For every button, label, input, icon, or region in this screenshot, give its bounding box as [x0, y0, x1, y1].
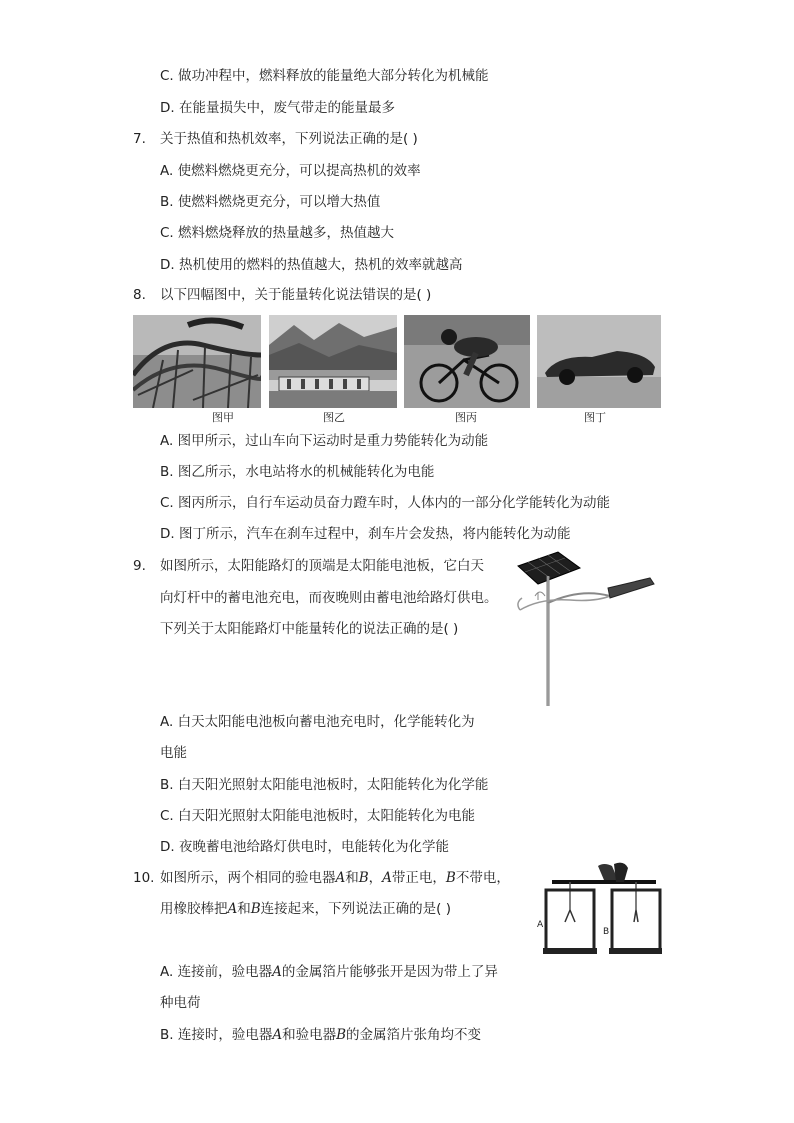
- q9-option-a-line2: 电能: [160, 745, 187, 761]
- q10-option-b: B. 连接时，验电器A和验电器B的金属箔片张角均不变: [160, 1027, 482, 1043]
- caption-yi: 图乙: [323, 411, 345, 424]
- q9-option-d: D. 夜晚蓄电池给路灯供电时，电能转化为化学能: [160, 839, 449, 855]
- q7-number: 7.: [133, 131, 146, 147]
- q6-option-c: C. 做功冲程中，燃料释放的能量绝大部分转化为机械能: [160, 68, 489, 84]
- q8-option-b: B. 图乙所示，水电站将水的机械能转化为电能: [160, 464, 435, 480]
- q6-option-d: D. 在能量损失中，废气带走的能量最多: [160, 100, 395, 116]
- caption-bing: 图丙: [455, 411, 477, 424]
- q8-option-a: A. 图甲所示，过山车向下运动时是重力势能转化为动能: [160, 433, 489, 449]
- caption-ding: 图丁: [584, 411, 606, 424]
- electroscope-label-a: A: [537, 920, 544, 930]
- q10-option-a-line2: 种电荷: [160, 995, 201, 1011]
- q9-stem-line1: 如图所示，太阳能路灯的顶端是太阳能电池板，它白天: [160, 558, 484, 574]
- solar-street-light-figure: [510, 548, 660, 712]
- q9-option-b: B. 白天阳光照射太阳能电池板时，太阳能转化为化学能: [160, 777, 489, 793]
- cyclist-photo: [404, 315, 530, 408]
- q8-number: 8.: [133, 287, 146, 303]
- electroscope-label-b: B: [603, 927, 610, 937]
- q7-option-b: B. 使燃料燃烧更充分，可以增大热值: [160, 194, 381, 210]
- q9-option-a-line1: A. 白天太阳能电池板向蓄电池充电时，化学能转化为: [160, 714, 475, 730]
- q10-stem-line1: 如图所示，两个相同的验电器A和B，A带正电，B不带电，: [160, 870, 510, 886]
- q10-option-a-line1: A. 连接前，验电器A的金属箔片能够张开是因为带上了异: [160, 964, 498, 980]
- caption-jia: 图甲: [212, 411, 234, 424]
- q9-stem-line3: 下列关于太阳能路灯中能量转化的说法正确的是( ): [160, 621, 459, 637]
- q7-stem: 关于热值和热机效率，下列说法正确的是( ): [160, 131, 418, 147]
- q10-stem-line2: 用橡胶棒把A和B连接起来，下列说法正确的是( ): [160, 901, 451, 917]
- q9-stem-line2: 向灯杆中的蓄电池充电，而夜晚则由蓄电池给路灯供电。: [160, 590, 498, 606]
- roller-coaster-photo: [133, 315, 261, 408]
- q7-option-d: D. 热机使用的燃料的热值越大，热机的效率就越高: [160, 257, 463, 273]
- q9-number: 9.: [133, 558, 146, 574]
- race-car-photo: [537, 315, 661, 408]
- q9-option-c: C. 白天阳光照射太阳能电池板时，太阳能转化为电能: [160, 808, 476, 824]
- q10-number: 10.: [133, 870, 155, 886]
- electroscope-figure: [532, 860, 662, 964]
- q7-option-c: C. 燃料燃烧释放的热量越多，热值越大: [160, 225, 395, 241]
- q8-option-d: D. 图丁所示，汽车在刹车过程中，刹车片会发热，将内能转化为动能: [160, 526, 571, 542]
- q7-option-a: A. 使燃料燃烧更充分，可以提高热机的效率: [160, 163, 421, 179]
- q8-stem: 以下四幅图中，关于能量转化说法错误的是( ): [160, 287, 432, 303]
- hydro-dam-photo: [269, 315, 397, 408]
- q8-option-c: C. 图丙所示，自行车运动员奋力蹬车时，人体内的一部分化学能转化为动能: [160, 495, 611, 511]
